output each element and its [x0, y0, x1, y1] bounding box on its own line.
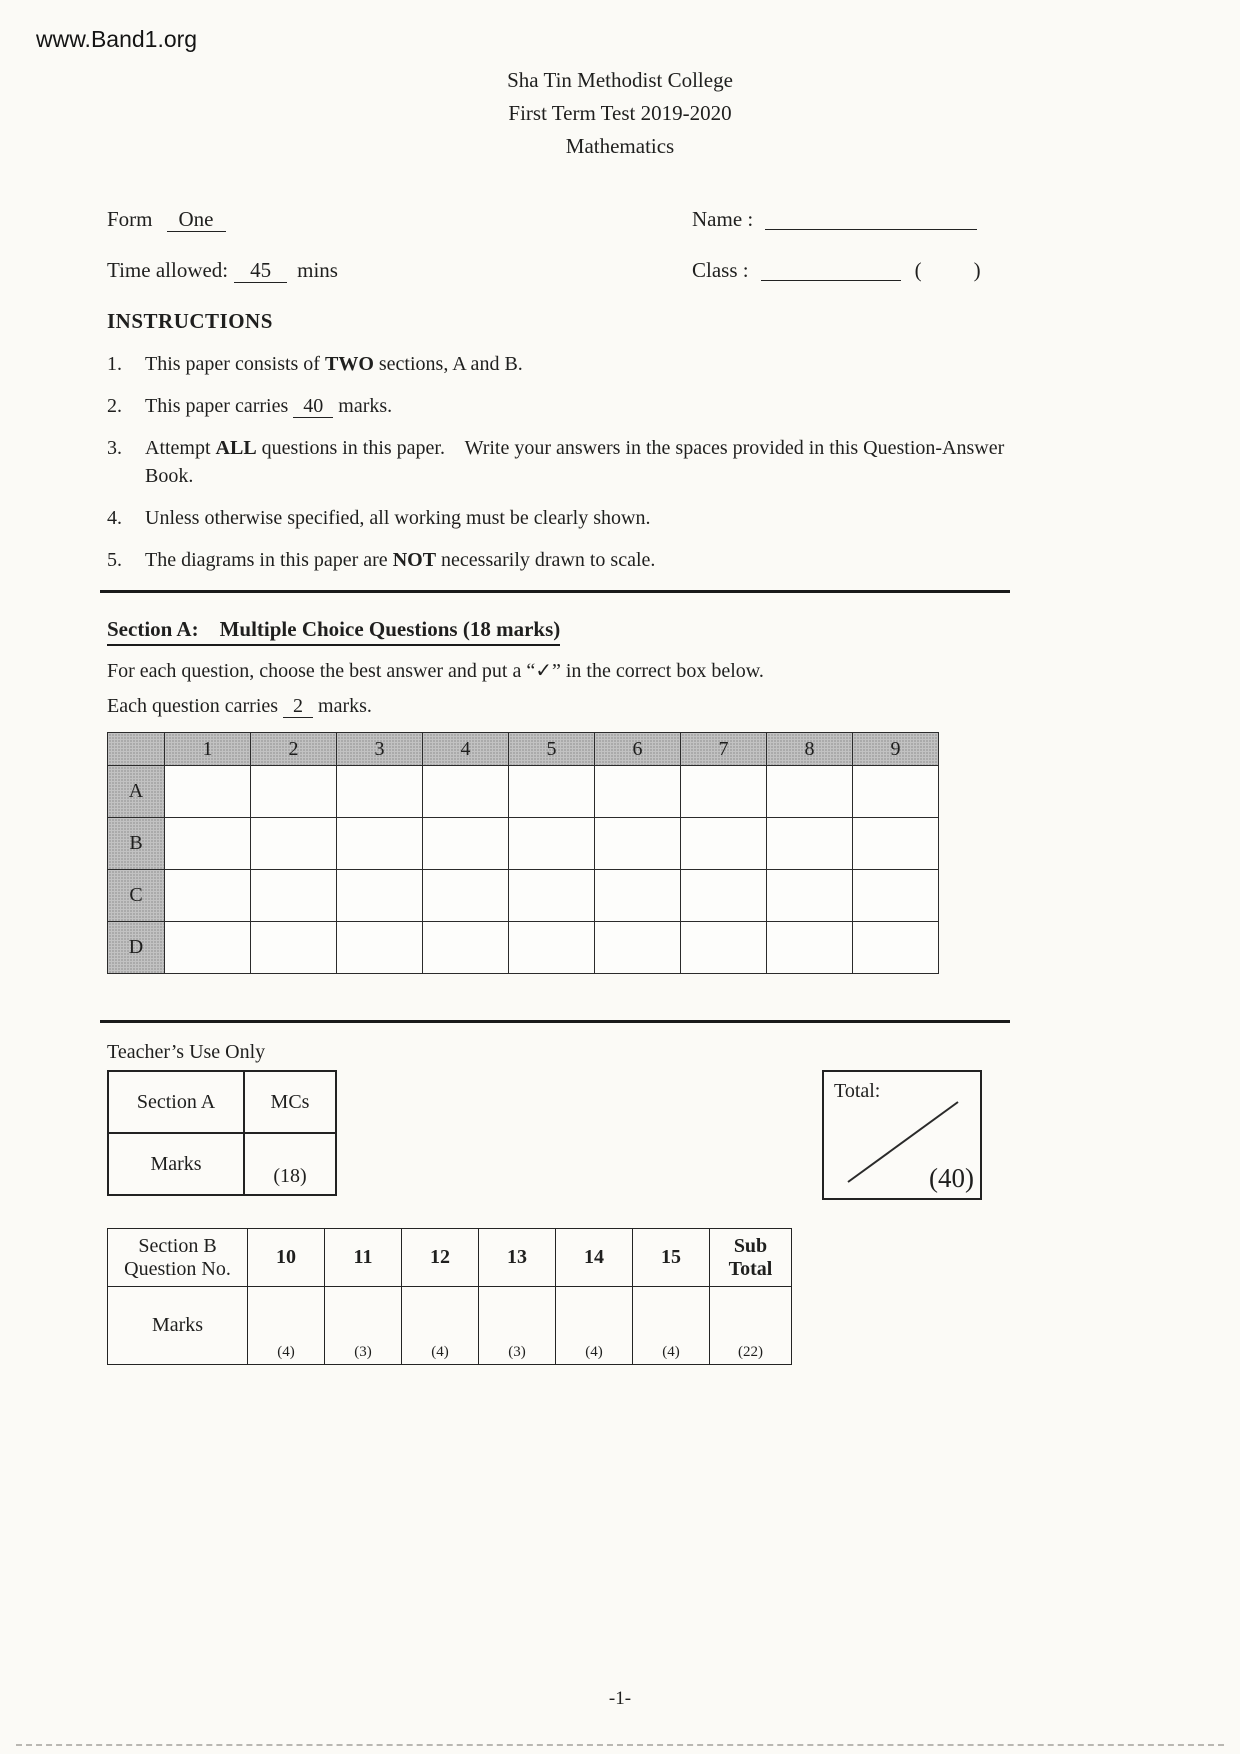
teacher-table-cell: MCs — [244, 1071, 336, 1133]
text-segment: The diagrams in this paper are — [145, 549, 393, 571]
teacher-use-label: Teacher’s Use Only — [107, 1041, 266, 1063]
teacher-table-cell: (18) — [244, 1133, 336, 1195]
section-b-marks-cell-13[interactable] — [479, 1287, 556, 1365]
text-segment: This paper consists of — [145, 353, 325, 375]
time-allowed-field — [107, 258, 692, 283]
teacher-table-cell: Marks — [108, 1133, 244, 1195]
subtotal-header-cell — [710, 1229, 792, 1287]
mc-instruction-line2 — [107, 695, 1010, 718]
mc-question-number: 1 — [165, 733, 251, 766]
mc-answer-cell-d6[interactable] — [595, 922, 681, 974]
teacher-use-table — [107, 1070, 337, 1196]
mc-instruction-line1: For each question, choose the best answer and put a “✓” in the correct box below. — [107, 660, 764, 682]
mc-answer-cell-b5[interactable] — [509, 818, 595, 870]
mc-answer-cell-b7[interactable] — [681, 818, 767, 870]
exam-title: First Term Test 2019-2020 — [508, 101, 732, 125]
subtotal-cell — [710, 1287, 792, 1365]
mc-answer-cell-a8[interactable] — [767, 766, 853, 818]
page-number: -1- — [608, 1688, 632, 1709]
instruction-item — [107, 350, 1010, 378]
mc-option-label: B — [108, 818, 165, 870]
mc-answer-cell-b1[interactable] — [165, 818, 251, 870]
text-segment: marks. — [313, 695, 372, 717]
instruction-item — [107, 546, 1010, 574]
instruction-number: 3. — [107, 437, 122, 459]
section-b-header-cell — [108, 1229, 248, 1287]
text-segment: marks. — [333, 395, 393, 417]
instruction-number: 2. — [107, 395, 122, 417]
mc-question-number: 3 — [337, 733, 423, 766]
max-marks-label: (3) — [354, 1344, 372, 1360]
school-name: Sha Tin Methodist College — [507, 68, 733, 92]
scan-edge-line — [16, 1744, 1224, 1746]
student-info-section — [107, 207, 1010, 283]
mc-answer-cell-c8[interactable] — [767, 870, 853, 922]
text-segment: Unless otherwise specified, all working must be clearly shown. — [145, 507, 651, 529]
form-label: Form — [107, 207, 153, 231]
mc-answer-table — [107, 732, 939, 974]
text-segment: 40 — [293, 395, 333, 418]
text-segment: 2 — [283, 695, 313, 718]
mc-option-label: C — [108, 870, 165, 922]
section-b-marks-label: Marks — [108, 1287, 248, 1365]
mc-answer-cell-a5[interactable] — [509, 766, 595, 818]
mc-answer-cell-d9[interactable] — [853, 922, 939, 974]
section-b-marks-cell-15[interactable] — [633, 1287, 710, 1365]
section-b-header-line2: Question No. — [124, 1257, 231, 1280]
class-label: Class : — [692, 258, 749, 282]
instruction-text — [145, 546, 655, 574]
max-marks-label: (4) — [431, 1344, 449, 1360]
total-label: Total: — [834, 1080, 881, 1102]
mc-answer-cell-a2[interactable] — [251, 766, 337, 818]
section-b-marks-cell-12[interactable] — [402, 1287, 479, 1365]
mc-answer-cell-b9[interactable] — [853, 818, 939, 870]
mc-question-number: 4 — [423, 733, 509, 766]
instruction-number: 4. — [107, 507, 122, 529]
mc-answer-cell-a9[interactable] — [853, 766, 939, 818]
mc-answer-cell-c5[interactable] — [509, 870, 595, 922]
form-value: One — [167, 207, 226, 232]
subject-title: Mathematics — [565, 134, 675, 158]
section-b-table — [107, 1228, 792, 1365]
text-segment: questions in this paper. Write your answers in the spaces provided in this Question-Answer Book. — [145, 437, 1010, 487]
mc-answer-cell-a7[interactable] — [681, 766, 767, 818]
section-b-marks-cell-10[interactable] — [248, 1287, 325, 1365]
total-box — [822, 1070, 982, 1200]
instruction-item — [107, 392, 1010, 420]
mc-answer-cell-c9[interactable] — [853, 870, 939, 922]
max-marks-label: (4) — [277, 1344, 295, 1360]
watermark: www.Band1.org — [36, 26, 198, 52]
close-paren: ) — [973, 258, 981, 282]
mc-question-number: 2 — [251, 733, 337, 766]
text-segment: Attempt — [145, 437, 216, 459]
mc-answer-cell-c2[interactable] — [251, 870, 337, 922]
section-b-question-number: 15 — [633, 1229, 710, 1287]
mc-answer-cell-c3[interactable] — [337, 870, 423, 922]
mc-answer-cell-b2[interactable] — [251, 818, 337, 870]
time-unit: mins — [297, 258, 338, 282]
mc-answer-cell-b6[interactable] — [595, 818, 681, 870]
mc-answer-cell-c4[interactable] — [423, 870, 509, 922]
mc-question-number: 6 — [595, 733, 681, 766]
class-field — [692, 258, 1010, 283]
section-b-question-number: 11 — [325, 1229, 402, 1287]
instructions-title: INSTRUCTIONS — [107, 309, 273, 333]
form-field — [107, 207, 692, 232]
name-blank-line[interactable] — [765, 208, 977, 230]
mc-answer-cell-c7[interactable] — [681, 870, 767, 922]
mc-corner-cell — [108, 733, 165, 766]
max-marks-label: (3) — [508, 1344, 526, 1360]
section-divider-rule-2 — [100, 1020, 1010, 1023]
max-marks-label: (4) — [585, 1344, 603, 1360]
mc-answer-cell-d5[interactable] — [509, 922, 595, 974]
mc-question-number: 8 — [767, 733, 853, 766]
total-max-value: (40) — [929, 1163, 974, 1193]
max-marks-label: (4) — [662, 1344, 680, 1360]
section-b-marks-cell-14[interactable] — [556, 1287, 633, 1365]
mc-answer-cell-d4[interactable] — [423, 922, 509, 974]
text-segment: necessarily drawn to scale. — [436, 549, 656, 571]
section-a-heading: Section A: Multiple Choice Questions (18 marks) — [107, 617, 560, 646]
text-segment: TWO — [324, 353, 374, 375]
mc-answer-cell-a3[interactable] — [337, 766, 423, 818]
instruction-item — [107, 434, 1010, 490]
info-row-2 — [107, 258, 1010, 283]
instruction-text — [145, 504, 650, 532]
subtotal-line1: Sub — [733, 1234, 768, 1257]
instruction-text — [145, 350, 523, 378]
instruction-item — [107, 504, 1010, 532]
class-blank-line[interactable] — [761, 259, 901, 281]
instruction-text — [145, 392, 392, 420]
name-label: Name : — [692, 207, 754, 231]
open-paren: ( — [914, 258, 922, 282]
time-allowed-label: Time allowed: — [107, 258, 229, 282]
teacher-use-row — [107, 1070, 1010, 1200]
mc-answer-cell-b3[interactable] — [337, 818, 423, 870]
subtotal-line2: Total — [728, 1257, 773, 1280]
mc-question-number: 5 — [509, 733, 595, 766]
class-number-parens — [915, 258, 981, 282]
section-b-question-number: 14 — [556, 1229, 633, 1287]
name-field — [692, 207, 1010, 232]
instruction-number: 5. — [107, 549, 122, 571]
text-segment: Each question carries — [107, 695, 284, 717]
text-segment: ALL — [215, 437, 257, 459]
mc-answer-cell-a6[interactable] — [595, 766, 681, 818]
mc-answer-cell-c6[interactable] — [595, 870, 681, 922]
mc-answer-cell-d1[interactable] — [165, 922, 251, 974]
instruction-text — [145, 434, 1010, 490]
mc-answer-cell-b8[interactable] — [767, 818, 853, 870]
instructions-list — [107, 350, 1010, 574]
info-row-1 — [107, 207, 1010, 232]
mc-answer-cell-a1[interactable] — [165, 766, 251, 818]
mc-answer-cell-d2[interactable] — [251, 922, 337, 974]
mc-question-number: 7 — [681, 733, 767, 766]
section-b-header-line1: Section B — [138, 1234, 217, 1257]
mc-answer-cell-a4[interactable] — [423, 766, 509, 818]
teacher-table-cell: Section A — [108, 1071, 244, 1133]
mc-answer-cell-d8[interactable] — [767, 922, 853, 974]
text-segment: NOT — [392, 549, 437, 571]
mc-answer-cell-d3[interactable] — [337, 922, 423, 974]
text-segment: sections, A and B. — [373, 353, 523, 375]
paper-header — [0, 0, 1240, 163]
mc-option-label: A — [108, 766, 165, 818]
section-b-question-number: 10 — [248, 1229, 325, 1287]
mc-answer-cell-c1[interactable] — [165, 870, 251, 922]
instruction-number: 1. — [107, 353, 122, 375]
section-b-question-number: 13 — [479, 1229, 556, 1287]
time-allowed-value: 45 — [234, 258, 287, 283]
mc-option-label: D — [108, 922, 165, 974]
section-b-marks-cell-11[interactable] — [325, 1287, 402, 1365]
mc-question-number: 9 — [853, 733, 939, 766]
text-segment: This paper carries — [145, 395, 294, 417]
mc-answer-cell-d7[interactable] — [681, 922, 767, 974]
section-b-question-number: 12 — [402, 1229, 479, 1287]
mc-answer-cell-b4[interactable] — [423, 818, 509, 870]
subtotal-max-label: (22) — [738, 1344, 763, 1360]
